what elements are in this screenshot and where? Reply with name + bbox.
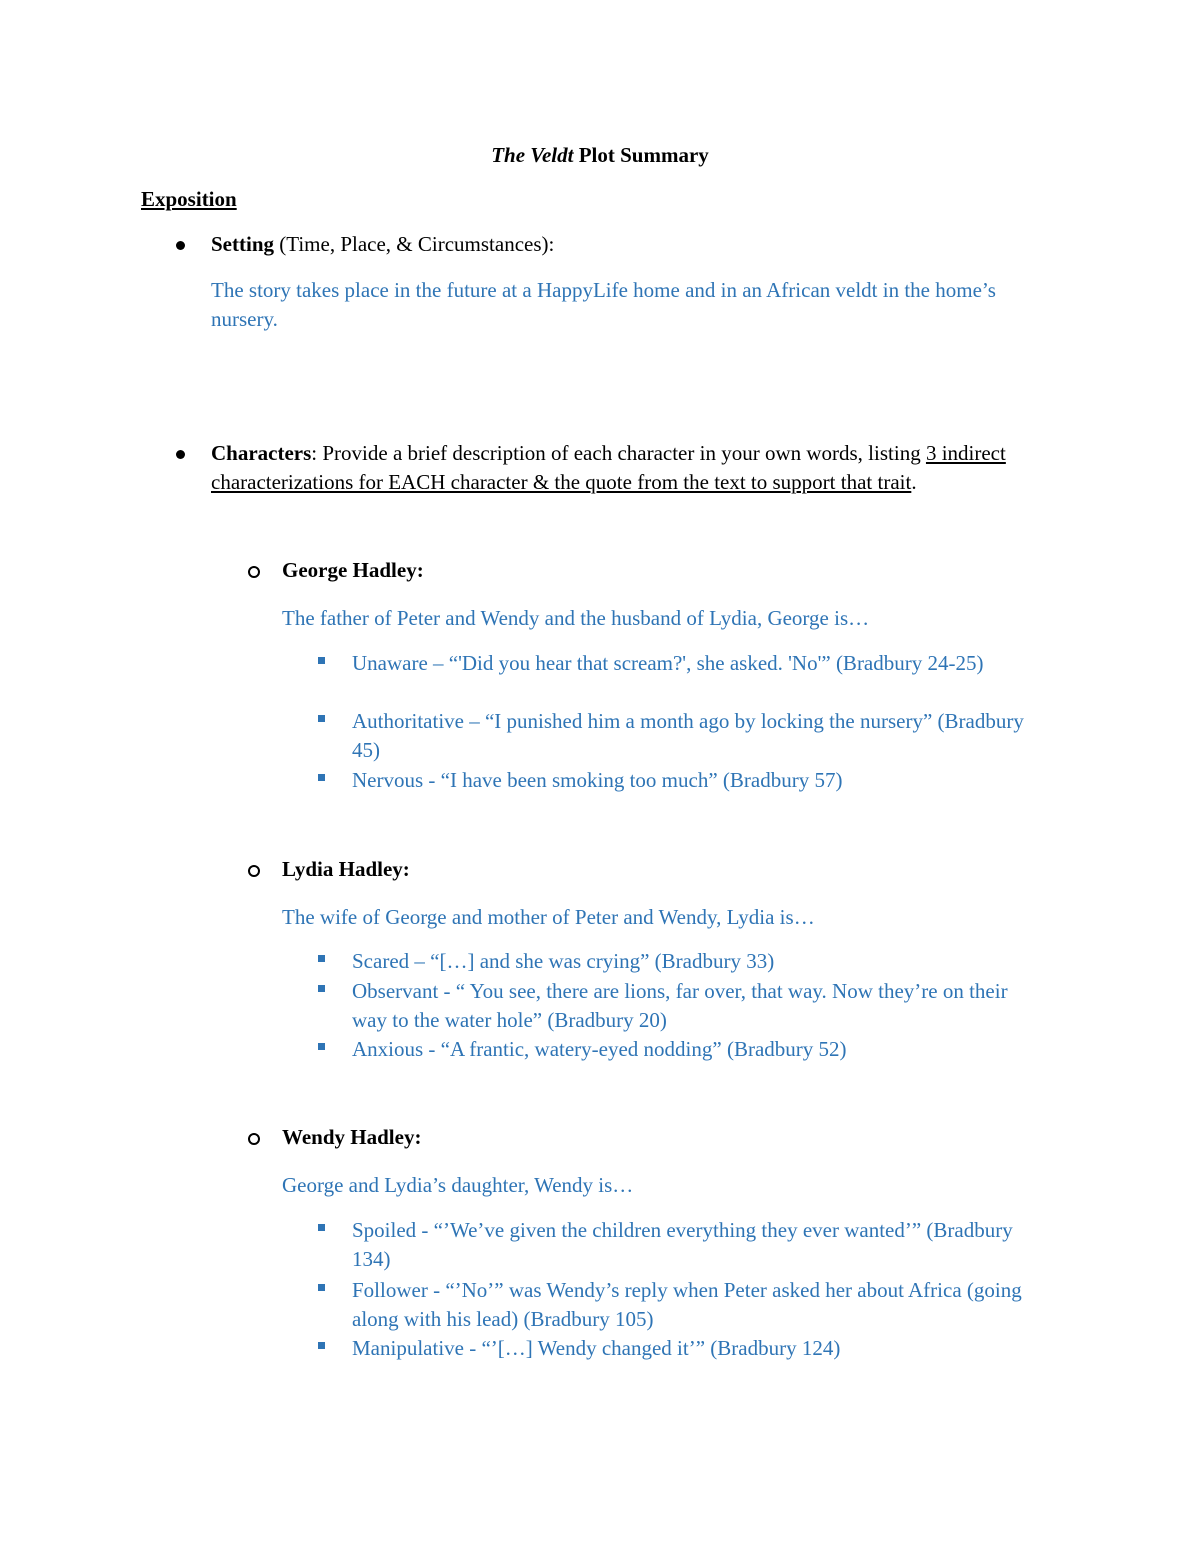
character-intro-george: The father of Peter and Wendy and the husband of Lydia, George is…: [282, 606, 870, 630]
square-bullet: [318, 657, 325, 664]
square-bullet: [318, 715, 325, 722]
title-italic: The Veldt: [491, 143, 574, 167]
document-title: [0, 143, 1200, 168]
bullet-dot: [176, 241, 185, 250]
square-bullet: [318, 1284, 325, 1291]
character-intro-lydia: The wife of George and mother of Peter and Wendy, Lydia is…: [282, 905, 815, 929]
title-rest: Plot Summary: [573, 143, 709, 167]
trait-item: Manipulative - “’[…] Wendy changed it’” (Bradbury 124): [352, 1336, 841, 1360]
character-name-wendy: Wendy Hadley:: [282, 1125, 422, 1149]
square-bullet: [318, 1043, 325, 1050]
trait-item: Nervous - “I have been smoking too much” (Bradbury 57): [352, 768, 843, 792]
characters-label: Characters: [211, 441, 312, 465]
characters-prompt-underlined: 3 indirect characterizations for EACH character & the quote from the text to support that trait: [211, 441, 1006, 494]
circle-bullet: [248, 1133, 260, 1145]
character-intro-wendy: George and Lydia’s daughter, Wendy is…: [282, 1173, 634, 1197]
square-bullet: [318, 1342, 325, 1349]
circle-bullet: [248, 566, 260, 578]
setting-line: [211, 230, 1041, 259]
trait-item: Unaware – “'Did you hear that scream?', she asked. 'No'” (Bradbury 24-25): [352, 651, 984, 675]
character-name-lydia: Lydia Hadley:: [282, 857, 410, 881]
trait-item: Spoiled - “’We’ve given the children everything they ever wanted’” (Bradbury 134): [352, 1218, 1013, 1271]
section-heading-exposition: Exposition: [141, 187, 237, 211]
character-name-george: George Hadley:: [282, 558, 424, 582]
bullet-dot: [176, 450, 185, 459]
setting-prompt: (Time, Place, & Circumstances):: [274, 232, 555, 256]
trait-item: Scared – “[…] and she was crying” (Bradbury 33): [352, 949, 775, 973]
trait-item: Authoritative – “I punished him a month ago by locking the nursery” (Bradbury 45): [352, 709, 1024, 762]
trait-item: Follower - “’No’” was Wendy’s reply when Peter asked her about Africa (going along with his lead) (Bradbury 105): [352, 1278, 1022, 1331]
trait-item: Observant - “ You see, there are lions, far over, that way. Now they’re on their way to the water hole” (Bradbury 20): [352, 979, 1008, 1032]
characters-prompt-start: : Provide a brief description of each character in your own words, listing: [311, 441, 926, 465]
trait-item: Anxious - “A frantic, watery-eyed nodding” (Bradbury 52): [352, 1037, 847, 1061]
setting-label: Setting: [211, 232, 274, 256]
square-bullet: [318, 985, 325, 992]
characters-prompt-end: .: [911, 470, 917, 494]
square-bullet: [318, 774, 325, 781]
square-bullet: [318, 1224, 325, 1231]
characters-prompt: [211, 439, 1041, 497]
circle-bullet: [248, 865, 260, 877]
square-bullet: [318, 955, 325, 962]
setting-answer: The story takes place in the future at a HappyLife home and in an African veldt in the home’s nursery.: [211, 278, 996, 331]
